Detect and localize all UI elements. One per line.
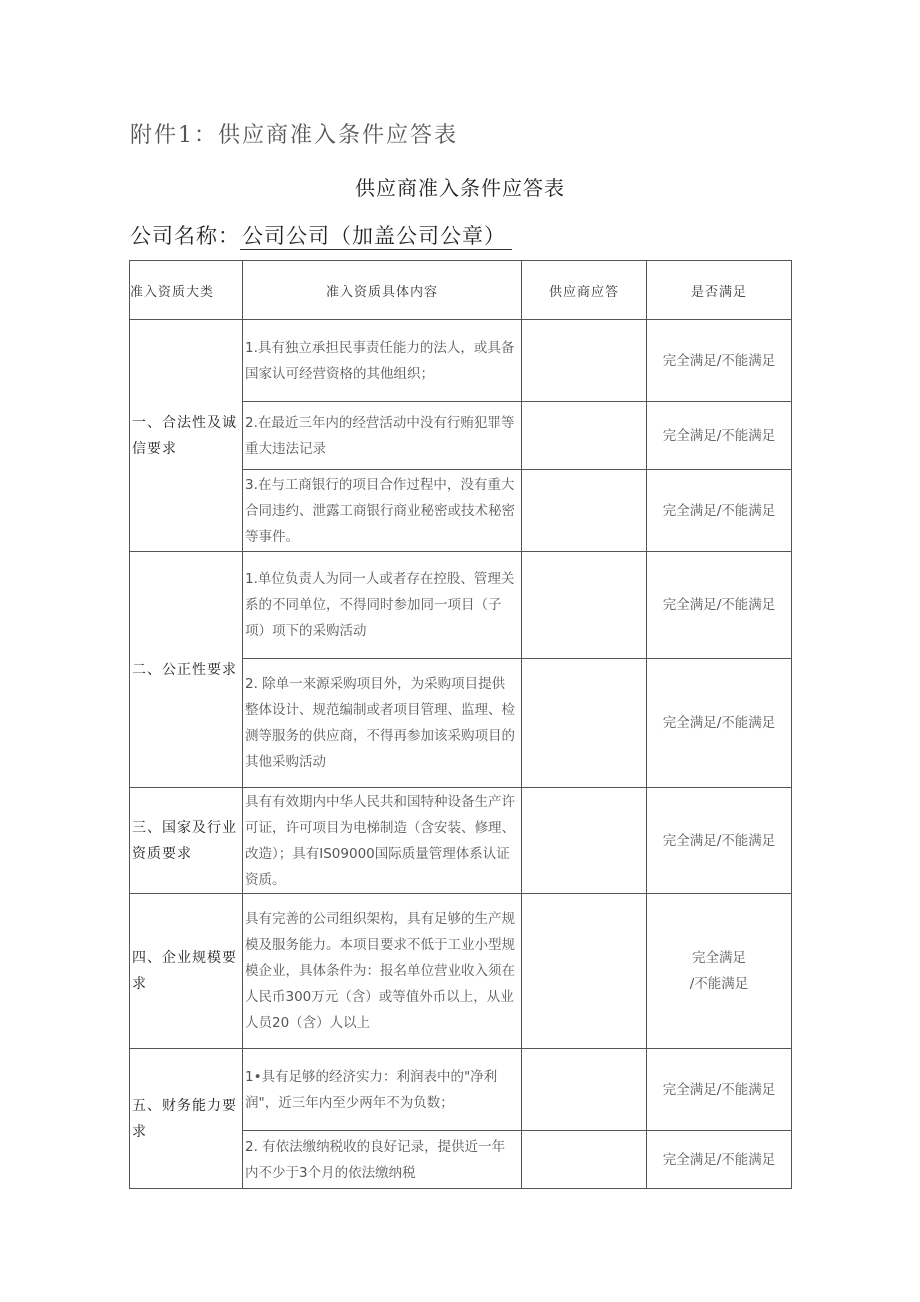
content-cell: 具有有效期内中华人民共和国特种设备生产许可证，许可项目为电梯制造（含安装、修理、改造）；具有IS09000国际质量管理体系认证资质。: [243, 788, 522, 894]
company-name-value: 公司公司（加盖公司公章）: [240, 224, 512, 250]
satisfy-cell[interactable]: [647, 894, 792, 1049]
response-cell[interactable]: [522, 552, 647, 659]
company-name-label: 公司名称：: [130, 224, 240, 248]
company-name-line: [130, 220, 512, 250]
satisfy-cell[interactable]: 完全满足/不能满足: [647, 1049, 792, 1131]
response-cell[interactable]: [522, 320, 647, 402]
content-cell: 1.具有独立承担民事责任能力的法人，或具备国家认可经营资格的其他组织；: [243, 320, 522, 402]
table-row: [130, 552, 792, 659]
satisfy-cell[interactable]: 完全满足/不能满足: [647, 320, 792, 402]
content-cell: 1.单位负责人为同一人或者存在控股、管理关系的不同单位，不得同时参加同一项目（子项）项下的采购活动: [243, 552, 522, 659]
table-row: [130, 788, 792, 894]
content-cell: 3.在与工商银行的项目合作过程中，没有重大合同违约、泄露工商银行商业秘密或技术秘密等事件。: [243, 470, 522, 552]
satisfy-cell[interactable]: 完全满足/不能满足: [647, 659, 792, 788]
header-response: 供应商应答: [522, 261, 647, 320]
response-cell[interactable]: [522, 1049, 647, 1131]
document-title: 供应商准入条件应答表: [355, 176, 565, 200]
category-cell: 三、国家及行业资质要求: [130, 788, 243, 894]
header-content: 准入资质具体内容: [243, 261, 522, 320]
table-row: [130, 1049, 792, 1131]
satisfy-cell[interactable]: 完全满足/不能满足: [647, 402, 792, 470]
response-cell[interactable]: [522, 659, 647, 788]
attachment-heading: 附件1：供应商准入条件应答表: [130, 123, 458, 148]
response-cell[interactable]: [522, 1131, 647, 1189]
qualification-table: [129, 260, 792, 1189]
category-cell: 二、公正性要求: [130, 552, 243, 788]
satisfy-cell[interactable]: 完全满足/不能满足: [647, 470, 792, 552]
header-satisfy: 是否满足: [647, 261, 792, 320]
response-cell[interactable]: [522, 894, 647, 1049]
table-row: [130, 894, 792, 1049]
content-cell: 2. 除单一来源采购项目外，为采购项目提供整体设计、规范编制或者项目管理、监理、检测等服务的供应商，不得再参加该采购项目的其他采购活动: [243, 659, 522, 788]
response-cell[interactable]: [522, 788, 647, 894]
content-cell: 2. 有依法缴纳税收的良好记录，提供近一年内不少于3个月的依法缴纳税: [243, 1131, 522, 1189]
table-row: [130, 320, 792, 402]
satisfy-cell[interactable]: 完全满足/不能满足: [647, 1131, 792, 1189]
response-cell[interactable]: [522, 470, 647, 552]
category-cell: 四、企业规模要求: [130, 894, 243, 1049]
content-cell: 2.在最近三年内的经营活动中没有行贿犯罪等重大违法记录: [243, 402, 522, 470]
satisfy-line: 完全满足: [692, 950, 746, 966]
category-cell: 一、合法性及诚信要求: [130, 320, 243, 552]
satisfy-cell[interactable]: 完全满足/不能满足: [647, 788, 792, 894]
header-category: 准入资质大类: [130, 261, 243, 320]
table-header-row: [130, 261, 792, 320]
satisfy-line: /不能满足: [689, 976, 749, 992]
content-cell: 1•具有足够的经济实力：利润表中的"净利润"，近三年内至少两年不为负数；: [243, 1049, 522, 1131]
content-cell: 具有完善的公司组织架构，具有足够的生产规模及服务能力。本项目要求不低于工业小型规模企业，具体条件为：报名单位营业收入须在人民币300万元（含）或等值外币以上，从业人员20（含）人以上: [243, 894, 522, 1049]
satisfy-cell[interactable]: 完全满足/不能满足: [647, 552, 792, 659]
response-cell[interactable]: [522, 402, 647, 470]
category-cell: 五、财务能力要求: [130, 1049, 243, 1189]
